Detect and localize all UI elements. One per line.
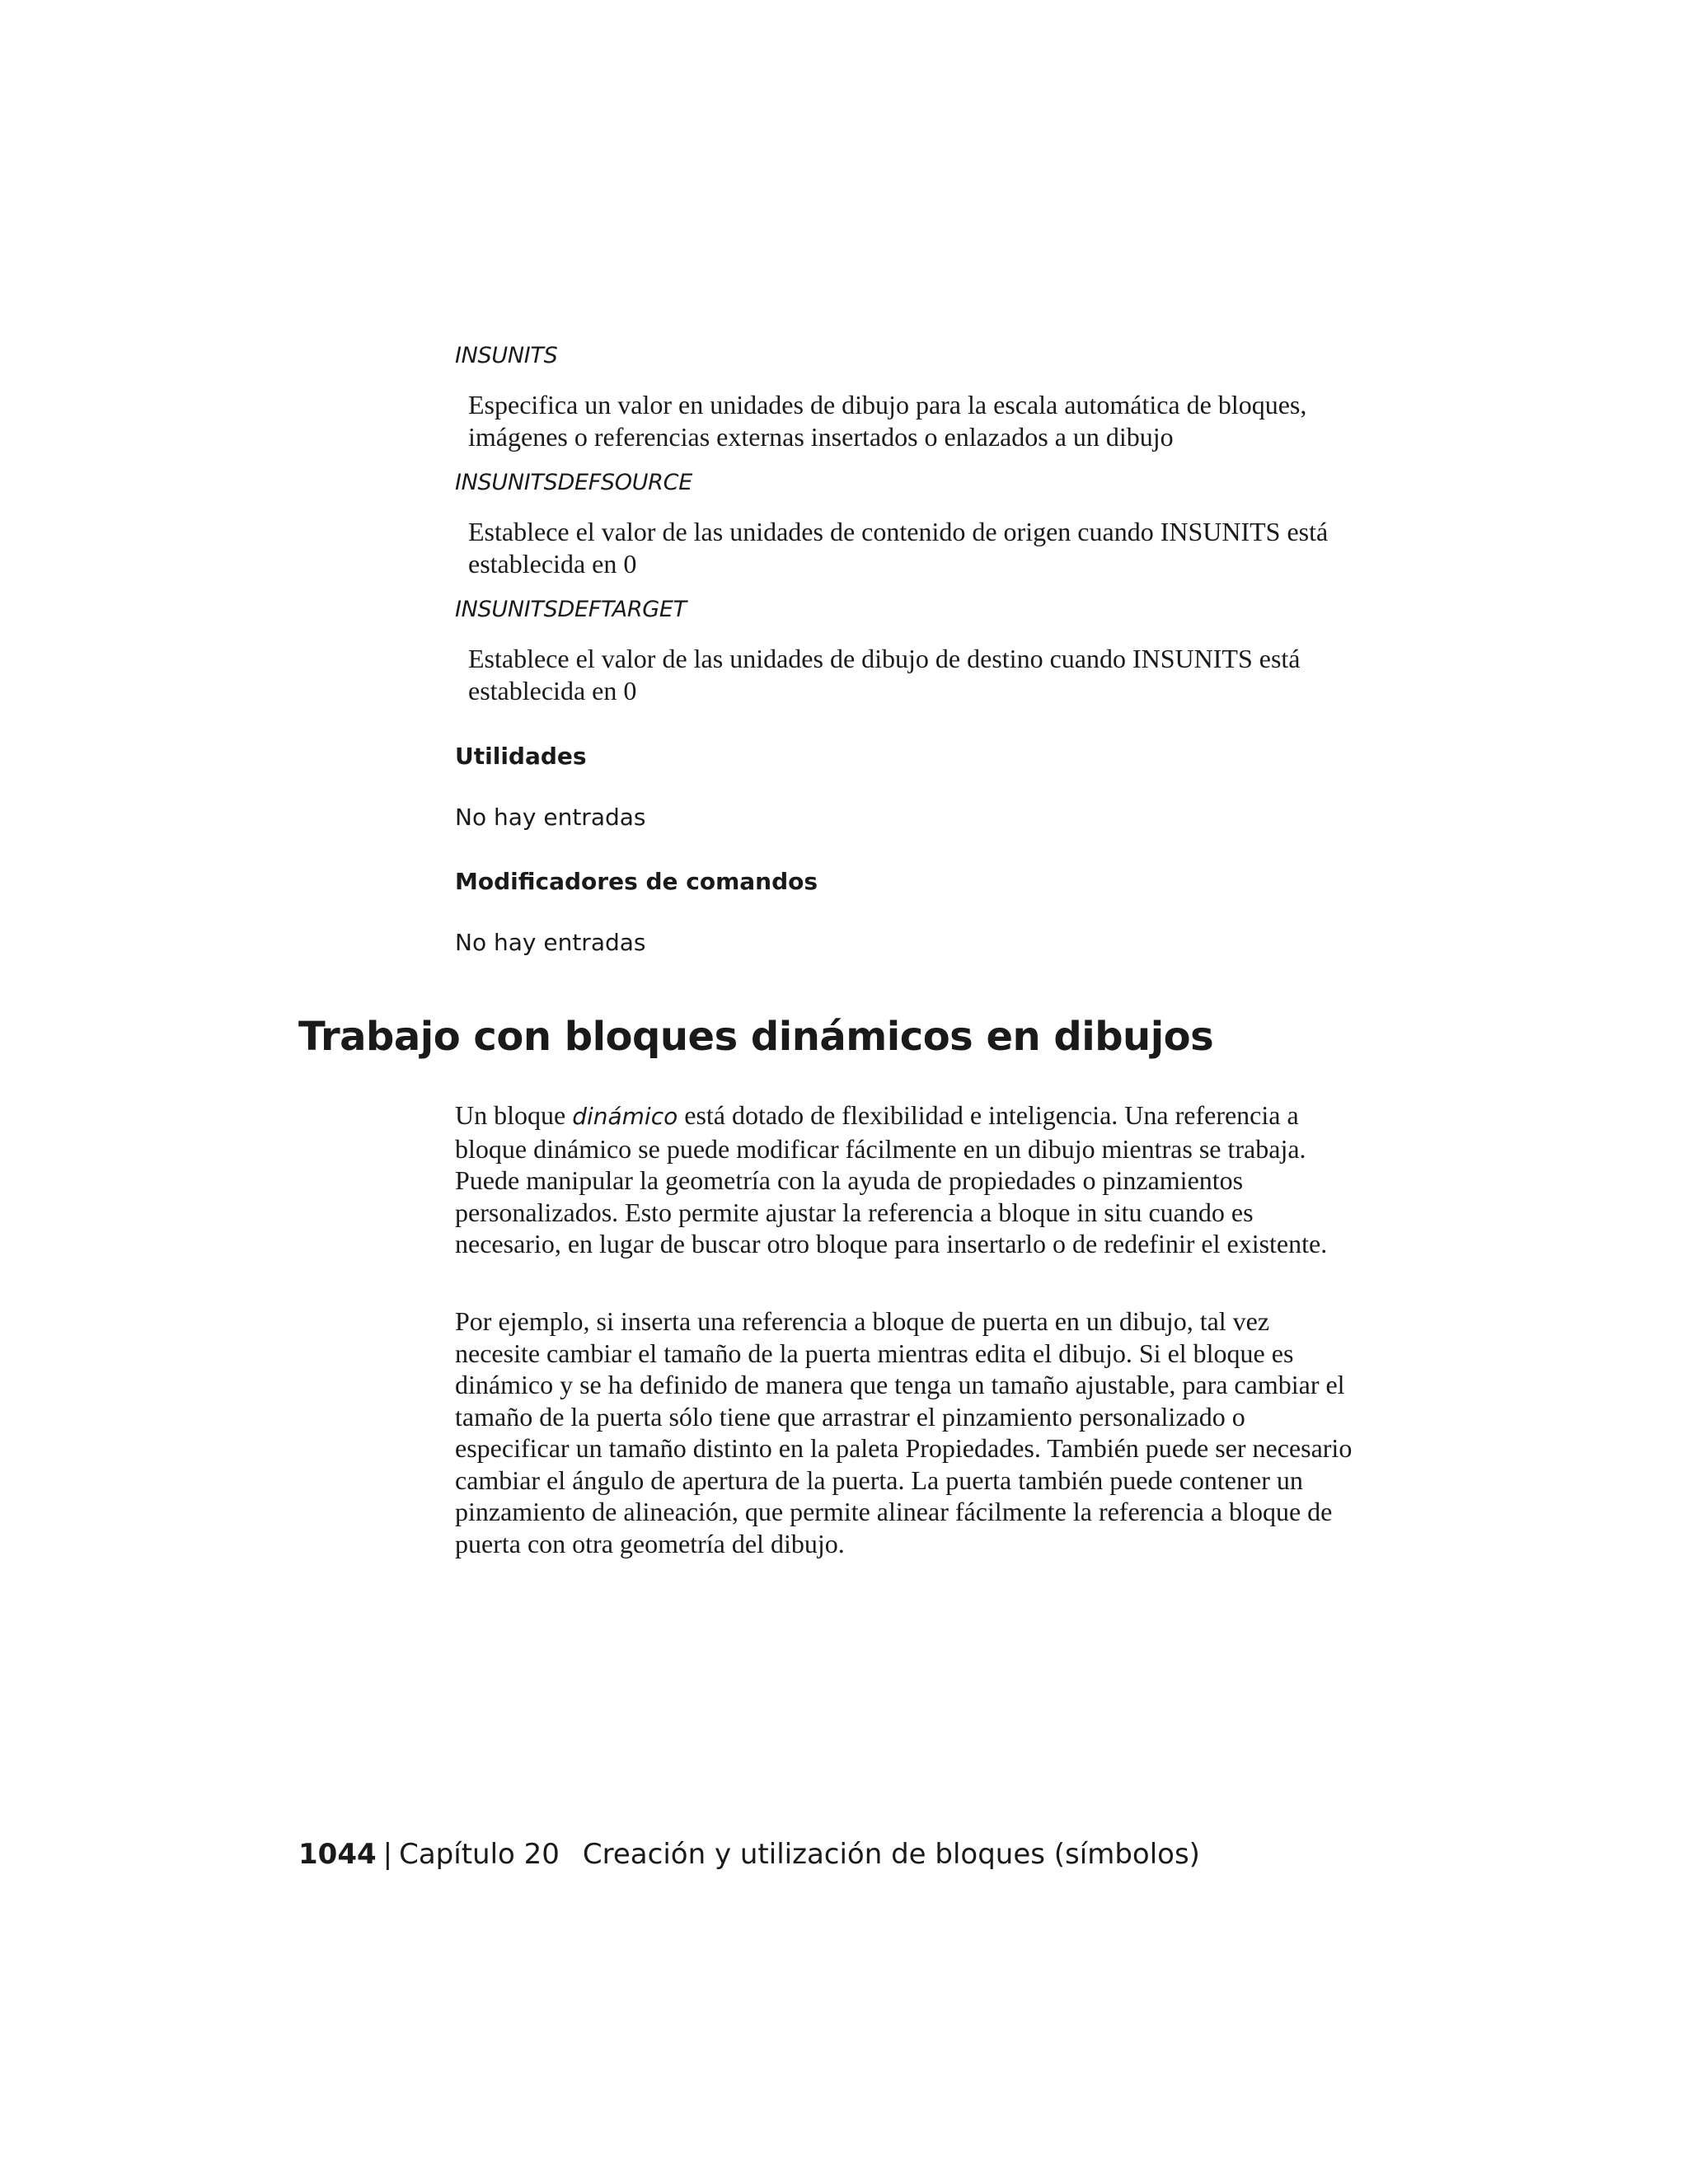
page-footer <box>298 1836 1200 1872</box>
chapter-label: Capítulo 20 <box>399 1838 560 1871</box>
term-insunits: INSUNITS <box>455 343 558 368</box>
modifiers-text: No hay entradas <box>455 929 646 956</box>
footer-separator: | <box>382 1838 393 1871</box>
modifiers-heading: Modificadores de comandos <box>455 868 818 895</box>
emphasis-dinamico: dinámico <box>572 1103 678 1130</box>
body-paragraph-2: Por ejemplo, si inserta una referencia a bloque de puerta en un dibujo, tal vez necesite cambiar el tamaño de la puerta mientras edita el dibujo. Si el bloque es dinámico y se ha definido de manera que tenga un tamaño ajustable, para cambiar el tamaño de la puerta sólo tiene que arrastrar el pinzamiento personalizado o especificar un tamaño distinto en la paleta Propiedades. También puede ser necesario cambiar el ángulo de apertura de la puerta. La puerta también puede contener un pinzamiento de alineación, que permite alinear fácilmente la referencia a bloque de puerta con otra geometría del dibujo. <box>455 1306 1353 1558</box>
utilities-text: No hay entradas <box>455 804 646 831</box>
section-title: Trabajo con bloques dinámicos en dibujos <box>298 1014 1214 1060</box>
description-insunitsdeftarget: Establece el valor de las unidades de dibujo de destino cuando INSUNITS está establecida en 0 <box>468 644 1301 705</box>
utilities-heading: Utilidades <box>455 743 587 770</box>
page-number: 1044 <box>298 1838 377 1871</box>
chapter-title: Creación y utilización de bloques (símbolos) <box>582 1838 1200 1871</box>
description-insunits: Especifica un valor en unidades de dibujo para la escala automática de bloques, imágenes o referencias externas insertados o enlazados a un dibujo <box>468 390 1307 452</box>
paragraph-1-start: Un bloque <box>455 1100 573 1130</box>
term-insunitsdefsource: INSUNITSDEFSOURCE <box>455 470 692 495</box>
term-insunitsdeftarget: INSUNITSDEFTARGET <box>455 597 687 622</box>
body-paragraph-1 <box>455 1099 1357 1260</box>
paragraph-1-rest: está dotado de flexibilidad e inteligencia. Una referencia a bloque dinámico se puede modificar fácilmente en un dibujo mientras se trabaja. Puede manipular la geometría con la ayuda de propiedades o pinzamientos personalizados. Esto permite ajustar la referencia a bloque in situ cuando es necesario, en lugar de buscar otro bloque para insertarlo o de redefinir el existente. <box>455 1100 1328 1258</box>
description-insunitsdefsource: Establece el valor de las unidades de contenido de origen cuando INSUNITS está establecida en 0 <box>468 517 1329 579</box>
